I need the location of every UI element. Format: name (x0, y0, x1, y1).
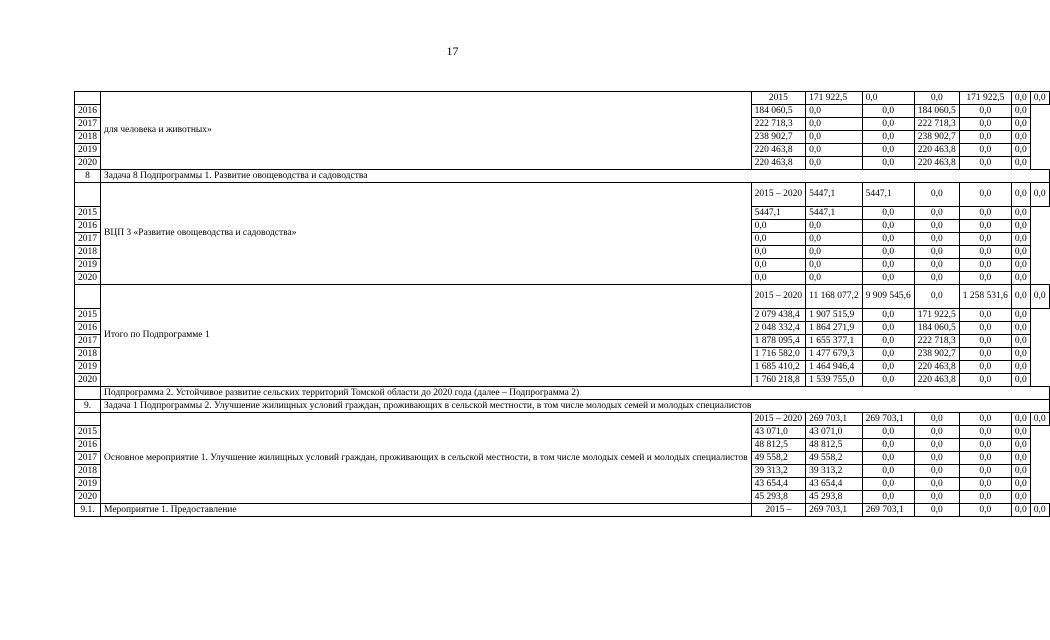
table-row (75, 387, 1050, 400)
value-cell: 184 060,5 (751, 105, 806, 118)
value-cell: 0,0 (914, 92, 959, 105)
value-cell: 1 539 755,0 (806, 374, 863, 387)
row-number (75, 92, 101, 105)
value-cell: 43 654,4 (806, 478, 863, 491)
value-cell: 1 760 218,8 (751, 374, 806, 387)
value-cell: 5447,1 (862, 183, 914, 207)
row-number (75, 387, 101, 400)
value-cell: 0,0 (914, 465, 959, 478)
value-cell: 0,0 (914, 413, 959, 426)
row-number (75, 183, 101, 207)
value-cell: 0,0 (914, 272, 959, 285)
value-cell: 0,0 (1011, 285, 1030, 309)
value-cell: 1 864 271,9 (806, 322, 863, 335)
year-cell: 2019 (75, 144, 101, 157)
year-cell: 2020 (75, 157, 101, 170)
value-cell: 0,0 (1011, 246, 1030, 259)
year-cell: 2018 (75, 348, 101, 361)
value-cell: 0,0 (1011, 426, 1030, 439)
value-cell: 0,0 (806, 144, 863, 157)
value-cell: 0,0 (914, 246, 959, 259)
year-cell: 2016 (75, 105, 101, 118)
value-cell: 0,0 (751, 233, 806, 246)
value-cell: 0,0 (914, 259, 959, 272)
value-cell: 184 060,5 (914, 322, 959, 335)
row-number: 9.1. (75, 504, 101, 517)
year-cell: 2015 – (751, 504, 806, 517)
row-number (75, 413, 101, 426)
value-cell: 0,0 (862, 207, 914, 220)
value-cell: 0,0 (862, 478, 914, 491)
year-cell: 2018 (75, 246, 101, 259)
value-cell: 0,0 (1011, 183, 1030, 207)
value-cell: 0,0 (959, 335, 1011, 348)
value-cell: 0,0 (862, 220, 914, 233)
value-cell: 0,0 (1030, 504, 1049, 517)
value-cell: 220 463,8 (914, 361, 959, 374)
value-cell: 269 703,1 (862, 504, 914, 517)
value-cell: 1 655 377,1 (806, 335, 863, 348)
value-cell: 0,0 (806, 246, 863, 259)
value-cell: 0,0 (751, 246, 806, 259)
value-cell: 0,0 (1011, 491, 1030, 504)
value-cell: 0,0 (862, 118, 914, 131)
value-cell: 0,0 (914, 452, 959, 465)
row-number (75, 285, 101, 309)
value-cell: 0,0 (914, 207, 959, 220)
value-cell: 220 463,8 (751, 157, 806, 170)
value-cell: 220 463,8 (914, 374, 959, 387)
value-cell: 0,0 (1011, 233, 1030, 246)
table-row (75, 285, 1050, 309)
section-heading: Подпрограмма 2. Устойчивое развитие сельских территорий Томской области до 2020 года (далее – Подпрограмма 2) (101, 387, 1050, 400)
value-cell: 0,0 (1011, 144, 1030, 157)
value-cell: 0,0 (1011, 361, 1030, 374)
value-cell: 0,0 (862, 246, 914, 259)
value-cell: 0,0 (751, 259, 806, 272)
table-row (75, 92, 1050, 105)
value-cell: 0,0 (959, 361, 1011, 374)
value-cell: 0,0 (862, 348, 914, 361)
value-cell: 1 716 582,0 (751, 348, 806, 361)
value-cell: 1 907 515,9 (806, 309, 863, 322)
value-cell: 0,0 (862, 233, 914, 246)
value-cell: 0,0 (959, 207, 1011, 220)
year-cell: 2018 (75, 131, 101, 144)
value-cell: 0,0 (806, 272, 863, 285)
year-cell: 2016 (75, 322, 101, 335)
value-cell: 0,0 (1011, 413, 1030, 426)
value-cell: 0,0 (862, 322, 914, 335)
value-cell: 0,0 (1011, 348, 1030, 361)
year-cell: 2015 (75, 426, 101, 439)
value-cell: 0,0 (959, 465, 1011, 478)
value-cell: 0,0 (959, 413, 1011, 426)
table-row (75, 183, 1050, 207)
value-cell: 45 293,8 (751, 491, 806, 504)
value-cell: 0,0 (914, 220, 959, 233)
value-cell: 48 812,5 (751, 439, 806, 452)
value-cell: 5447,1 (751, 207, 806, 220)
value-cell: 0,0 (806, 233, 863, 246)
value-cell: 0,0 (1011, 220, 1030, 233)
value-cell: 0,0 (862, 309, 914, 322)
value-cell: 0,0 (959, 504, 1011, 517)
value-cell: 2 079 438,4 (751, 309, 806, 322)
value-cell: 0,0 (914, 478, 959, 491)
value-cell: 222 718,3 (751, 118, 806, 131)
table-row (75, 504, 1050, 517)
value-cell: 0,0 (959, 157, 1011, 170)
value-cell: 0,0 (862, 426, 914, 439)
value-cell: 0,0 (959, 272, 1011, 285)
value-cell: 49 558,2 (751, 452, 806, 465)
year-cell: 2017 (75, 335, 101, 348)
value-cell: 238 902,7 (751, 131, 806, 144)
value-cell: 0,0 (959, 322, 1011, 335)
value-cell: 0,0 (806, 131, 863, 144)
value-cell: 0,0 (959, 478, 1011, 491)
value-cell: 0,0 (862, 361, 914, 374)
year-cell: 2019 (75, 361, 101, 374)
row-label: для человека и животных» (101, 92, 752, 170)
row-label: Основное мероприятие 1. Улучшение жилищных условий граждан, проживающих в сельской местности, в том числе молодых семей и молодых специалистов (101, 413, 752, 504)
value-cell: 0,0 (1011, 465, 1030, 478)
value-cell: 0,0 (1011, 207, 1030, 220)
value-cell: 0,0 (862, 92, 914, 105)
value-cell: 220 463,8 (751, 144, 806, 157)
value-cell: 0,0 (862, 259, 914, 272)
value-cell: 0,0 (959, 439, 1011, 452)
value-cell: 269 703,1 (806, 504, 863, 517)
value-cell: 0,0 (914, 233, 959, 246)
value-cell: 0,0 (914, 183, 959, 207)
value-cell: 171 922,5 (806, 92, 863, 105)
value-cell: 11 168 077,2 (806, 285, 863, 309)
value-cell: 0,0 (959, 309, 1011, 322)
row-label: Итого по Подпрограмме 1 (101, 285, 752, 387)
year-cell: 2017 (75, 233, 101, 246)
year-cell: 2015 – 2020 (751, 285, 806, 309)
value-cell: 5447,1 (806, 207, 863, 220)
value-cell: 0,0 (1011, 504, 1030, 517)
value-cell: 49 558,2 (806, 452, 863, 465)
value-cell: 0,0 (959, 131, 1011, 144)
value-cell: 0,0 (959, 259, 1011, 272)
value-cell: 0,0 (862, 452, 914, 465)
row-label: ВЦП 3 «Развитие овощеводства и садоводства» (101, 183, 752, 285)
value-cell: 0,0 (1011, 335, 1030, 348)
value-cell: 9 909 545,6 (862, 285, 914, 309)
value-cell: 0,0 (959, 105, 1011, 118)
value-cell: 0,0 (959, 183, 1011, 207)
value-cell: 0,0 (1030, 413, 1049, 426)
value-cell: 0,0 (959, 118, 1011, 131)
value-cell: 0,0 (1011, 92, 1030, 105)
value-cell: 0,0 (1011, 452, 1030, 465)
year-cell: 2015 (751, 92, 806, 105)
value-cell: 0,0 (1030, 183, 1049, 207)
page-number: 17 (446, 44, 459, 58)
value-cell: 0,0 (862, 374, 914, 387)
year-cell: 2020 (75, 272, 101, 285)
value-cell: 0,0 (862, 144, 914, 157)
value-cell: 43 654,4 (751, 478, 806, 491)
year-cell: 2019 (75, 259, 101, 272)
value-cell: 0,0 (862, 439, 914, 452)
value-cell: 220 463,8 (914, 144, 959, 157)
value-cell: 0,0 (1011, 478, 1030, 491)
value-cell: 0,0 (806, 118, 863, 131)
value-cell: 0,0 (862, 105, 914, 118)
value-cell: 0,0 (914, 439, 959, 452)
year-cell: 2019 (75, 478, 101, 491)
value-cell: 43 071,0 (751, 426, 806, 439)
value-cell: 0,0 (959, 374, 1011, 387)
value-cell: 0,0 (1011, 309, 1030, 322)
value-cell: 0,0 (806, 259, 863, 272)
year-cell: 2015 (75, 207, 101, 220)
value-cell: 2 048 332,4 (751, 322, 806, 335)
value-cell: 269 703,1 (862, 413, 914, 426)
value-cell: 1 464 946,4 (806, 361, 863, 374)
value-cell: 0,0 (751, 272, 806, 285)
value-cell: 0,0 (959, 233, 1011, 246)
year-cell: 2015 – 2020 (751, 413, 806, 426)
value-cell: 1 685 410,2 (751, 361, 806, 374)
value-cell: 0,0 (1011, 272, 1030, 285)
value-cell: 1 477 679,3 (806, 348, 863, 361)
year-cell: 2015 (75, 309, 101, 322)
value-cell: 0,0 (1011, 118, 1030, 131)
value-cell: 0,0 (1011, 105, 1030, 118)
value-cell: 0,0 (862, 335, 914, 348)
value-cell: 0,0 (862, 131, 914, 144)
value-cell: 0,0 (751, 220, 806, 233)
value-cell: 0,0 (806, 157, 863, 170)
year-cell: 2020 (75, 491, 101, 504)
value-cell: 1 258 531,6 (959, 285, 1011, 309)
value-cell: 0,0 (959, 220, 1011, 233)
row-label: Мероприятие 1. Предоставление (101, 504, 752, 517)
budget-table (74, 91, 1050, 517)
value-cell: 0,0 (959, 348, 1011, 361)
value-cell: 39 313,2 (806, 465, 863, 478)
value-cell: 0,0 (914, 426, 959, 439)
value-cell: 48 812,5 (806, 439, 863, 452)
value-cell: 0,0 (1030, 92, 1049, 105)
year-cell: 2017 (75, 452, 101, 465)
value-cell: 0,0 (1030, 285, 1049, 309)
value-cell: 0,0 (806, 220, 863, 233)
year-cell: 2016 (75, 220, 101, 233)
year-cell: 2015 – 2020 (751, 183, 806, 207)
value-cell: 0,0 (959, 246, 1011, 259)
value-cell: 0,0 (806, 105, 863, 118)
row-number: 9. (75, 400, 101, 413)
year-cell: 2016 (75, 439, 101, 452)
year-cell: 2020 (75, 374, 101, 387)
value-cell: 238 902,7 (914, 131, 959, 144)
section-heading: Задача 8 Подпрограммы 1. Развитие овощеводства и садоводства (101, 170, 1050, 183)
row-number: 8 (75, 170, 101, 183)
value-cell: 0,0 (1011, 322, 1030, 335)
value-cell: 171 922,5 (959, 92, 1011, 105)
section-heading: Задача 1 Подпрограммы 2. Улучшение жилищных условий граждан, проживающих в сельской местности, в том числе молодых семей и молодых специалистов (101, 400, 1050, 413)
year-cell: 2017 (75, 118, 101, 131)
value-cell: 0,0 (862, 157, 914, 170)
value-cell: 0,0 (959, 144, 1011, 157)
value-cell: 0,0 (914, 491, 959, 504)
value-cell: 220 463,8 (914, 157, 959, 170)
table-row (75, 400, 1050, 413)
value-cell: 0,0 (862, 491, 914, 504)
year-cell: 2018 (75, 465, 101, 478)
value-cell: 0,0 (862, 272, 914, 285)
table-row (75, 170, 1050, 183)
value-cell: 0,0 (914, 504, 959, 517)
value-cell: 1 878 095,4 (751, 335, 806, 348)
value-cell: 222 718,3 (914, 118, 959, 131)
value-cell: 222 718,3 (914, 335, 959, 348)
value-cell: 0,0 (959, 491, 1011, 504)
value-cell: 0,0 (1011, 157, 1030, 170)
value-cell: 0,0 (1011, 374, 1030, 387)
value-cell: 0,0 (1011, 259, 1030, 272)
value-cell: 171 922,5 (914, 309, 959, 322)
table-row (75, 413, 1050, 426)
value-cell: 43 071,0 (806, 426, 863, 439)
value-cell: 269 703,1 (806, 413, 863, 426)
value-cell: 184 060,5 (914, 105, 959, 118)
value-cell: 5447,1 (806, 183, 863, 207)
value-cell: 0,0 (914, 285, 959, 309)
value-cell: 238 902,7 (914, 348, 959, 361)
value-cell: 0,0 (1011, 439, 1030, 452)
table-body (75, 92, 1050, 517)
value-cell: 39 313,2 (751, 465, 806, 478)
value-cell: 45 293,8 (806, 491, 863, 504)
value-cell: 0,0 (1011, 131, 1030, 144)
value-cell: 0,0 (959, 426, 1011, 439)
value-cell: 0,0 (959, 452, 1011, 465)
value-cell: 0,0 (862, 465, 914, 478)
